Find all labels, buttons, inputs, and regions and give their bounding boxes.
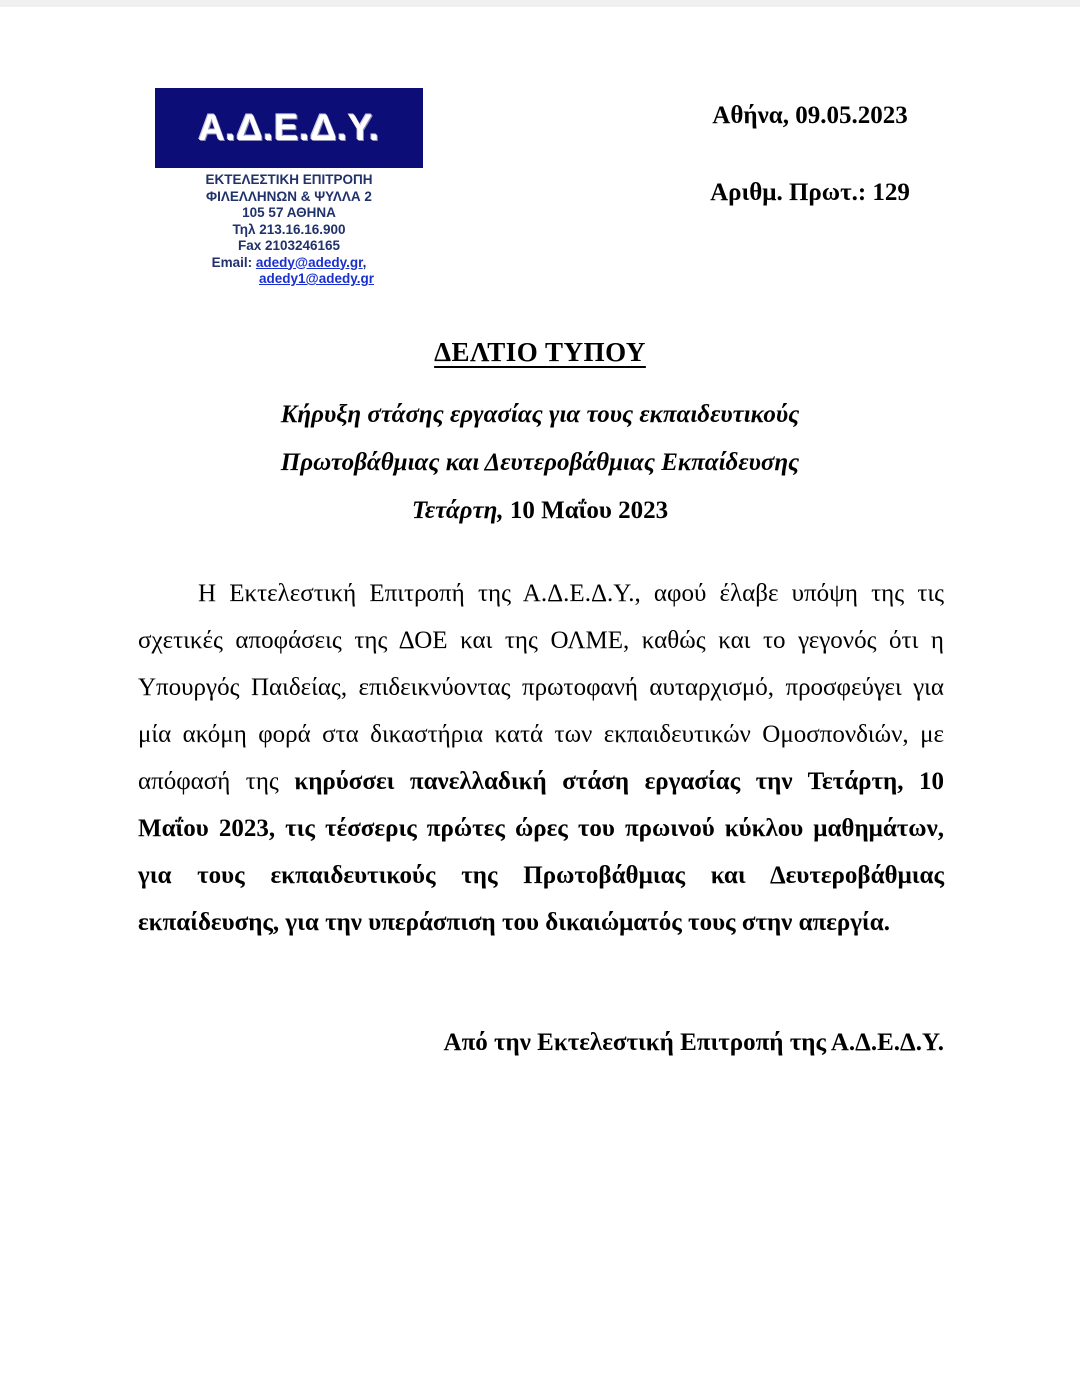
document-header	[0, 7, 1080, 307]
page-title: ΔΕΛΤΙΟ ΤΥΠΟΥ	[434, 337, 646, 367]
email-separator: ,	[362, 254, 367, 270]
page-top-edge-strip	[0, 0, 1080, 7]
subtitle-weekday: Τετάρτη,	[411, 497, 510, 524]
body-text-emphasis: κηρύσσει πανελλαδική στάση εργασίας την Τετάρτη, 10 Μαΐου 2023, τις τέσσερις πρώτες ώρες του πρωινού κύκλου μαθημάτων, για τους εκπαιδευτικούς της Πρωτοβάθμιας και Δευτεροβάθμιας εκπαίδευσης, για την υπεράσπιση του δικαιώματός τους στην απεργία.	[138, 768, 944, 936]
issue-date: Αθήνα, 09.05.2023	[712, 102, 908, 129]
contact-block	[155, 172, 423, 288]
email-link-secondary[interactable]: adedy1@adedy.gr	[259, 271, 374, 286]
contact-line-street: ΦΙΛΕΛΛΗΝΩΝ & ΨΥΛΛΑ 2	[206, 188, 372, 204]
document-page	[0, 7, 1080, 1391]
title-block	[138, 337, 942, 535]
contact-line-postal-city: 105 57 ΑΘΗΝΑ	[242, 205, 336, 220]
contact-line-fax: Fax 2103246165	[237, 238, 341, 253]
protocol-number: Αριθμ. Πρωτ.: 129	[710, 179, 910, 206]
signature-line: Από την Εκτελεστική Επιτροπή της Α.Δ.Ε.Δ.Υ.	[443, 1029, 944, 1056]
contact-line-email-primary	[155, 255, 423, 272]
body-paragraph	[138, 570, 944, 946]
body-text-intro: Η Εκτελεστική Επιτροπή της Α.Δ.Ε.Δ.Υ., αφού έλαβε υπόψη της τις σχετικές αποφάσεις της ΔΟΕ και της ΟΛΜΕ, καθώς και το γεγονός ότι η Υπουργός Παιδείας, επιδεικνύοντας πρωτοφανή αυταρχισμό, προσφεύγει για μία ακόμη φορά στα δικαστήρια κατά των εκπαιδευτικών Ομοσπονδιών, με απόφασή της	[138, 580, 944, 795]
letterhead	[155, 88, 423, 288]
adedy-logo	[155, 88, 423, 168]
email-link-primary[interactable]: adedy@adedy.gr	[255, 254, 363, 270]
subtitle-line-3	[138, 487, 942, 535]
subtitle-date: 10 Μαΐου 2023	[509, 497, 669, 524]
document-subtitle	[138, 391, 942, 535]
subtitle-line-1: Κήρυξη στάσης εργασίας για τους εκπαιδευτικούς	[280, 401, 800, 428]
subtitle-line-2: Πρωτοβάθμιας και Δευτεροβάθμιας Εκπαίδευσης	[280, 449, 800, 476]
adedy-logo-text: Α.Δ.Ε.Δ.Υ.	[198, 107, 380, 148]
email-label: Email:	[211, 254, 253, 270]
contact-line-email-secondary	[155, 271, 423, 288]
contact-line-committee: ΕΚΤΕΛΕΣΤΙΚΗ ΕΠΙΤΡΟΠΗ	[205, 172, 373, 187]
contact-line-phone: Τηλ 213.16.16.900	[232, 221, 346, 237]
